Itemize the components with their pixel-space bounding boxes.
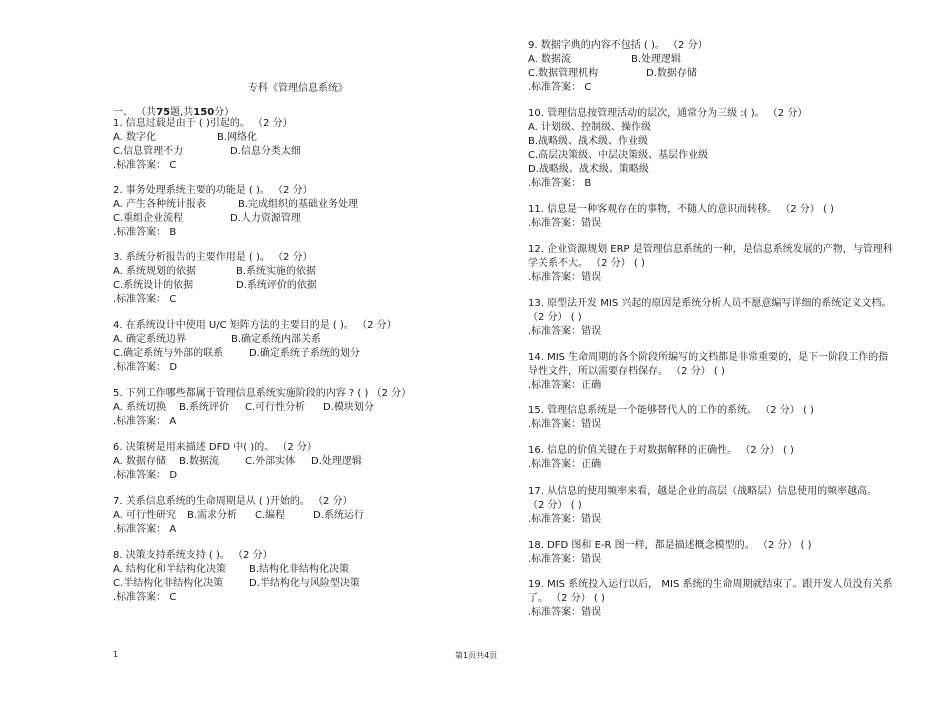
option-c: C.编程: [255, 510, 286, 521]
question-stem: 8. 决策支持系统支持 ( )。 （2 分）: [113, 550, 273, 561]
option-a: A. 可行性研究: [113, 510, 177, 521]
option-a: A. 数据存储: [113, 456, 167, 467]
answer: .标准答案：错误: [528, 272, 602, 283]
question-stem: 4. 在系统设计中使用 U/C 矩阵方法的主要目的是 ( )。 （2 分）: [113, 320, 397, 331]
option-d: D.半结构化与风险型决策: [249, 578, 360, 589]
option-a: A. 确定系统边界: [113, 334, 187, 345]
answer: .标准答案：错误: [528, 218, 602, 229]
question-stem: 11. 信息是一种客观存在的事物，不随人的意识而转移。 （2 分） ( ): [528, 204, 834, 215]
option-b: B.结构化非结构化决策: [249, 564, 350, 575]
question-stem: 1. 信息过载是由于 ( )引起的。 （2 分）: [113, 118, 293, 129]
answer: .标准答案： A: [113, 524, 177, 535]
question-stem: 18. DFD 图和 E-R 图一样，都是描述概念模型的。 （2 分） ( ): [528, 540, 812, 551]
answer: .标准答案： D: [113, 362, 178, 373]
question-stem: 15. 管理信息系统是一个能够替代人的工作的系统。 （2 分） ( ): [528, 405, 814, 416]
question-7: [113, 495, 483, 537]
option-d: D.确定系统子系统的划分: [249, 348, 360, 359]
answer: .标准答案： A: [113, 416, 177, 427]
option-d: D.模块划分: [323, 402, 374, 413]
question-3: [113, 251, 483, 307]
question-stem: 9. 数据字典的内容不包括 ( )。 （2 分）: [528, 40, 708, 51]
answer: .标准答案： C: [113, 294, 177, 305]
section-suffix: 分）: [214, 107, 235, 118]
question-15: [528, 404, 898, 432]
footer-page-indicator: 第1页共4页: [455, 651, 498, 660]
option-a: A. 系统切换: [113, 402, 167, 413]
question-stem: 7. 关系信息系统的生命周期是从 ( )开始的。 （2 分）: [113, 496, 353, 507]
section-header: [113, 103, 234, 118]
option-b: B.战略级、战术级、作业级: [528, 136, 649, 147]
option-c: C.确定系统与外部的联系: [113, 348, 224, 359]
question-2: [113, 184, 483, 240]
option-d: D.信息分类太细: [230, 146, 301, 157]
option-b: B.网络化: [217, 132, 258, 143]
option-c: C.半结构化非结构化决策: [113, 578, 224, 589]
option-d: D.处理逻辑: [311, 456, 362, 467]
question-stem: 16. 信息的价值关键在于对数据解释的正确性。 （2 分） ( ): [528, 445, 794, 456]
option-d: D.系统运行: [313, 510, 364, 521]
option-b: B.系统实施的依据: [236, 266, 317, 277]
question-stem-cont: 了。 （2 分） ( ): [528, 593, 605, 604]
question-12: [528, 243, 898, 285]
question-stem: 5. 下列工作哪些都属于管理信息系统实施阶段的内容 ? ( ) （2 分）: [113, 388, 412, 399]
answer: .标准答案： C: [113, 160, 177, 171]
answer: .标准答案： D: [113, 470, 178, 481]
document-title: 专科《管理信息系统》: [248, 83, 348, 94]
option-c: C.重组企业流程: [113, 213, 184, 224]
question-18: [528, 539, 898, 567]
option-a: A. 产生各种统计报表: [113, 199, 207, 210]
answer: .标准答案： B: [528, 178, 592, 189]
answer: .标准答案：错误: [528, 419, 602, 430]
section-mid: 题,共: [170, 107, 194, 118]
option-c: C.系统设计的依据: [113, 280, 194, 291]
option-c: C.可行性分析: [245, 402, 306, 413]
question-10: [528, 107, 898, 191]
section-points: 150: [193, 107, 215, 118]
answer: .标准答案：错误: [528, 514, 602, 525]
option-c: C.信息管理不力: [113, 146, 184, 157]
question-stem: 3. 系统分析报告的主要作用是 ( )。 （2 分）: [113, 252, 313, 263]
section-prefix: 一、 （共: [113, 107, 157, 118]
question-8: [113, 549, 483, 605]
question-stem-cont: （2 分） ( ): [528, 500, 582, 511]
option-b: B.数据流: [179, 456, 220, 467]
question-stem: 19. MIS 系统投入运行以后， MIS 系统的生命周期就结束了。跟开发人员没有关系: [528, 579, 893, 590]
answer: .标准答案： B: [113, 227, 177, 238]
question-16: [528, 444, 898, 472]
question-stem: 17. 从信息的使用频率来看，越是企业的高层（战略层）信息使用的频率越高。: [528, 486, 878, 497]
option-b: B.系统评价: [179, 402, 230, 413]
question-9: [528, 39, 898, 95]
option-d: D.数据存储: [646, 68, 697, 79]
option-a: A. 计划级、控制级、操作级: [528, 122, 652, 133]
question-stem-cont: 导性文件，所以需要存档保存。 （2 分） ( ): [528, 366, 725, 377]
footer-page-number: 1: [113, 650, 119, 659]
option-c: C.数据管理机构: [528, 68, 599, 79]
question-stem-cont: 学关系不大。 （2 分） ( ): [528, 258, 645, 269]
question-19: [528, 578, 898, 620]
question-stem: 6. 决策树是用来描述 DFD 中( )的。 （2 分）: [113, 442, 317, 453]
option-c: C.外部实体: [245, 456, 296, 467]
option-a: A. 数据流: [528, 54, 572, 65]
question-17: [528, 485, 898, 527]
option-b: B.确定系统内部关系: [231, 334, 322, 345]
question-5: [113, 387, 483, 429]
option-d: D.战略级、战术级、策略级: [528, 164, 649, 175]
question-13: [528, 297, 898, 339]
question-stem: 13. 原型法开发 MIS 兴起的原因是系统分析人员不愿意编写详细的系统定义文档。: [528, 298, 892, 309]
answer: .标准答案：正确: [528, 459, 602, 470]
question-11: [528, 203, 898, 231]
option-d: D.人力资源管理: [230, 213, 301, 224]
question-14: [528, 351, 898, 393]
option-c: C.高层决策级、中层决策级、基层作业级: [528, 150, 709, 161]
option-a: A. 结构化和半结构化决策: [113, 564, 227, 575]
question-stem: 14. MIS 生命周期的各个阶段所编写的文档都是非常重要的，是下一阶段工作的指: [528, 352, 889, 363]
option-b: B.处理逻辑: [631, 54, 682, 65]
question-stem-cont: （2 分） ( ): [528, 312, 582, 323]
section-count: 75: [156, 107, 171, 118]
option-b: B.需求分析: [187, 510, 238, 521]
question-4: [113, 319, 483, 375]
question-6: [113, 441, 483, 483]
answer: .标准答案：错误: [528, 326, 602, 337]
answer: .标准答案： C: [113, 592, 177, 603]
question-stem: 12. 企业资源规划 ERP 是管理信息系统的一种，是信息系统发展的产物，与管理科: [528, 244, 893, 255]
option-b: B.完成组织的基础业务处理: [238, 199, 359, 210]
answer: .标准答案：错误: [528, 607, 602, 618]
question-1: [113, 117, 483, 173]
option-a: A. 系统规划的依据: [113, 266, 197, 277]
option-a: A. 数字化: [113, 132, 157, 143]
answer: .标准答案： C: [528, 82, 592, 93]
question-stem: 2. 事务处理系统主要的功能是 ( )。 （2 分）: [113, 185, 313, 196]
option-d: D.系统评价的依据: [236, 280, 317, 291]
answer: .标准答案：正确: [528, 380, 602, 391]
answer: .标准答案：错误: [528, 554, 602, 565]
question-stem: 10. 管理信息按管理活动的层次，通常分为三级 :( )。 （2 分）: [528, 108, 808, 119]
